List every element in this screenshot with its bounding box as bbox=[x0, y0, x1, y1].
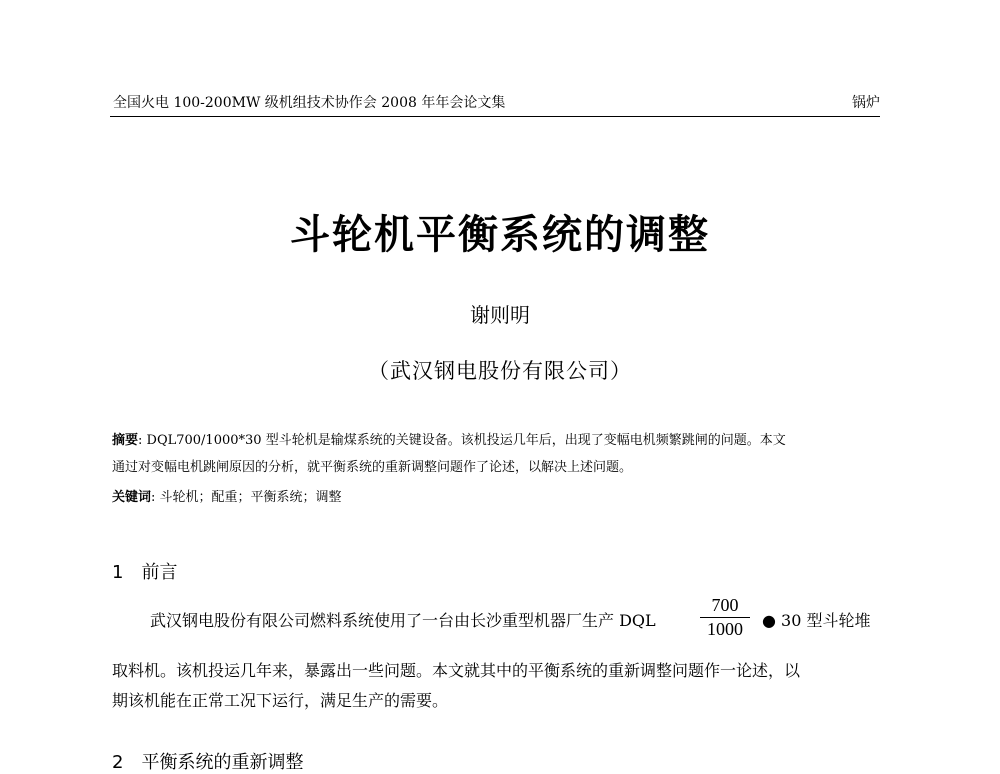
section-heading-1 bbox=[112, 558, 177, 584]
abstract bbox=[112, 427, 882, 481]
header-rule bbox=[110, 116, 880, 117]
author-name: 谢则明 bbox=[470, 303, 530, 327]
paragraph-line2: 取料机。该机投运几年来，暴露出一些问题。本文就其中的平衡系统的重新调整问题作一论述，以 bbox=[112, 661, 801, 680]
abstract-text-line2: 通过对变幅电机跳闸原因的分析，就平衡系统的重新调整问题作了论述，以解决上述问题。 bbox=[112, 460, 633, 475]
paragraph-line1-end: ● 30 型斗轮堆 bbox=[762, 611, 871, 630]
abstract-label: 摘要 bbox=[112, 433, 139, 448]
section-number: 1 bbox=[112, 562, 124, 583]
section-title: 前言 bbox=[141, 562, 178, 583]
running-header-right: 锅炉 bbox=[852, 95, 880, 111]
model-fraction bbox=[700, 595, 750, 640]
abstract-text-line1: : DQL700/1000*30 型斗轮机是输煤系统的关键设备。该机投运几年后，出现了变幅电机频繁跳闸的问题。本文 bbox=[138, 433, 786, 448]
paragraph-line3: 期该机能在正常工况下运行，满足生产的需要。 bbox=[112, 691, 449, 710]
section-heading-2-partial: 2 平衡系统的重新调整 bbox=[112, 752, 304, 773]
keywords bbox=[112, 484, 882, 511]
paper-title: 斗轮机平衡系统的调整 bbox=[290, 212, 710, 258]
paragraph-line1-start: 武汉钢电股份有限公司燃料系统使用了一台由长沙重型机器厂生产 DQL bbox=[150, 611, 656, 630]
keywords-text: : 斗轮机；配重；平衡系统；调整 bbox=[151, 490, 342, 505]
running-header-left: 全国火电 100-200MW 级机组技术协作会 2008 年年会论文集 bbox=[113, 95, 506, 111]
fraction-denominator: 1000 bbox=[707, 619, 743, 639]
author-affiliation: （武汉钢电股份有限公司） bbox=[368, 359, 632, 383]
keywords-label: 关键词 bbox=[112, 490, 152, 505]
fraction-numerator: 700 bbox=[700, 595, 750, 618]
